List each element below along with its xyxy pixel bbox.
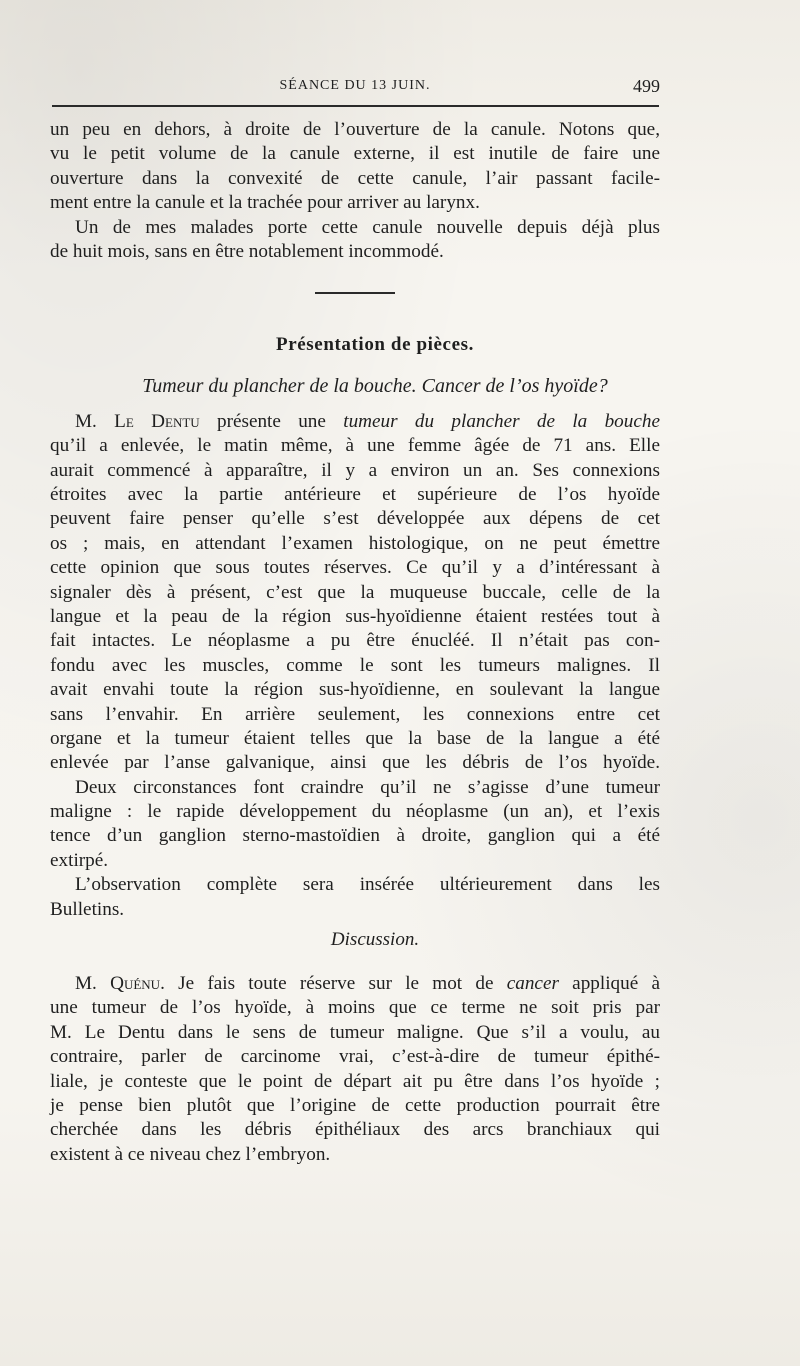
text-line: de huit mois, sans en être notablement incommodé. [50,240,444,262]
text-line: vu le petit volume de la canule externe, il est inutile de faire une [50,143,660,165]
text-line: organe et la tumeur étaient telles que la base de la langue a été [50,727,660,749]
text-line: M. Le Dentu dans le sens de tumeur maligne. Que s’il a voulu, au [50,1021,660,1043]
running-head [50,78,660,100]
text-run: présente une [199,410,344,432]
text-line: étroites avec la partie antérieure et supérieure de l’os hyoïde [50,484,660,506]
text-line: sans l’envahir. En arrière seulement, les connexions entre cet [50,703,660,725]
quenu-paragraph [50,972,660,1167]
text-line: enlevée par l’anse galvanique, ainsi que les débris de l’os hyoïde. [50,752,660,774]
text-line: aurait commencé à apparaître, il y a environ un an. Ses connexions [50,459,660,481]
text-line: contraire, parler de carcinome vrai, c’est-à-dire de tumeur épithé- [50,1046,660,1068]
text-line: fait intactes. Le néoplasme a pu être énucléé. Il n’était pas con- [50,630,660,652]
text-line: maligne : le rapide développement du néoplasme (un an), et l’exis [50,801,660,823]
page-number: 499 [633,76,660,96]
text-line: cette opinion que sous toutes réserves. Ce qu’il y a d’intéressant à [50,557,660,579]
text-run: . Je fais toute réserve sur le mot de [160,973,507,995]
text-line: ment entre la canule et la trachée pour arriver au larynx. [50,192,480,214]
section-divider [315,292,395,294]
text-line: ouverture dans la convexité de cette canule, l’air passant facile- [50,167,660,189]
text-line: liale, je conteste que le point de départ ait pu être dans l’os hyoïde ; [50,1070,660,1092]
text-line: Bulletins. [50,898,125,920]
text-line: L’observation complète sera insérée ultérieurement dans les [75,874,660,896]
running-title: SÉANCE DU 13 JUIN. [279,78,431,93]
italic-run: tumeur du plancher de la bouche [343,410,660,432]
section-title: Présentation de pièces. [276,333,474,355]
text-line: tence d’un ganglion sterno-mastoïdien à droite, ganglion qui a été [50,825,660,847]
main-text [50,118,660,1167]
speaker-prefix: M. [75,973,111,995]
text-line: peuvent faire penser qu’elle s’est développée aux dépens de cet [50,508,660,530]
speaker-prefix: M. [75,410,115,432]
speaker-name: Quénu [110,973,161,995]
text-line: une tumeur de l’os hyoïde, à moins que ce terme ne soit pris par [50,997,660,1019]
speaker-name: Le Dentu [114,410,200,432]
header-rule [52,105,659,107]
text-line: un peu en dehors, à droite de l’ouverture de la canule. Notons que, [50,119,660,140]
text-line: existent à ce niveau chez l’embryon. [50,1143,331,1165]
text-line: je pense bien plutôt que l’origine de cette production pourrait être [50,1095,660,1116]
text-line: fondu avec les muscles, comme le sont les tumeurs malignes. Il [50,654,660,676]
text-line: langue et la peau de la région sus-hyoïdienne étaient restées tout à [50,605,660,627]
le-dentu-paragraph [50,410,660,922]
text-line [50,410,660,434]
text-line: signaler dès à présent, c’est que la muqueuse buccale, celle de la [50,581,660,603]
text-run: appliqué à [558,973,660,995]
text-line: Deux circonstances font craindre qu’il ne s’agisse d’une tumeur [75,776,660,798]
opening-paragraph [50,118,660,264]
text-line: avait envahi toute la région sus-hyoïdienne, en soulevant la langue [50,679,660,701]
discussion-heading: Discussion. [330,929,420,951]
text-line: extirpé. [50,849,109,871]
text-line: qu’il a enlevée, le matin même, à une femme âgée de 71 ans. Elle [50,435,660,457]
text-line: os ; mais, en attendant l’examen histologique, on ne peut émettre [50,532,660,554]
italic-run: cancer [506,973,559,995]
text-line: Un de mes malades porte cette canule nouvelle depuis déjà plus [75,216,660,238]
text-line [50,972,660,996]
text-line: cherchée dans les débris épithéliaux des arcs branchiaux qui [50,1119,660,1141]
section-subtitle: Tumeur du plancher de la bouche. Cancer de l’os hyoïde? [142,374,608,397]
